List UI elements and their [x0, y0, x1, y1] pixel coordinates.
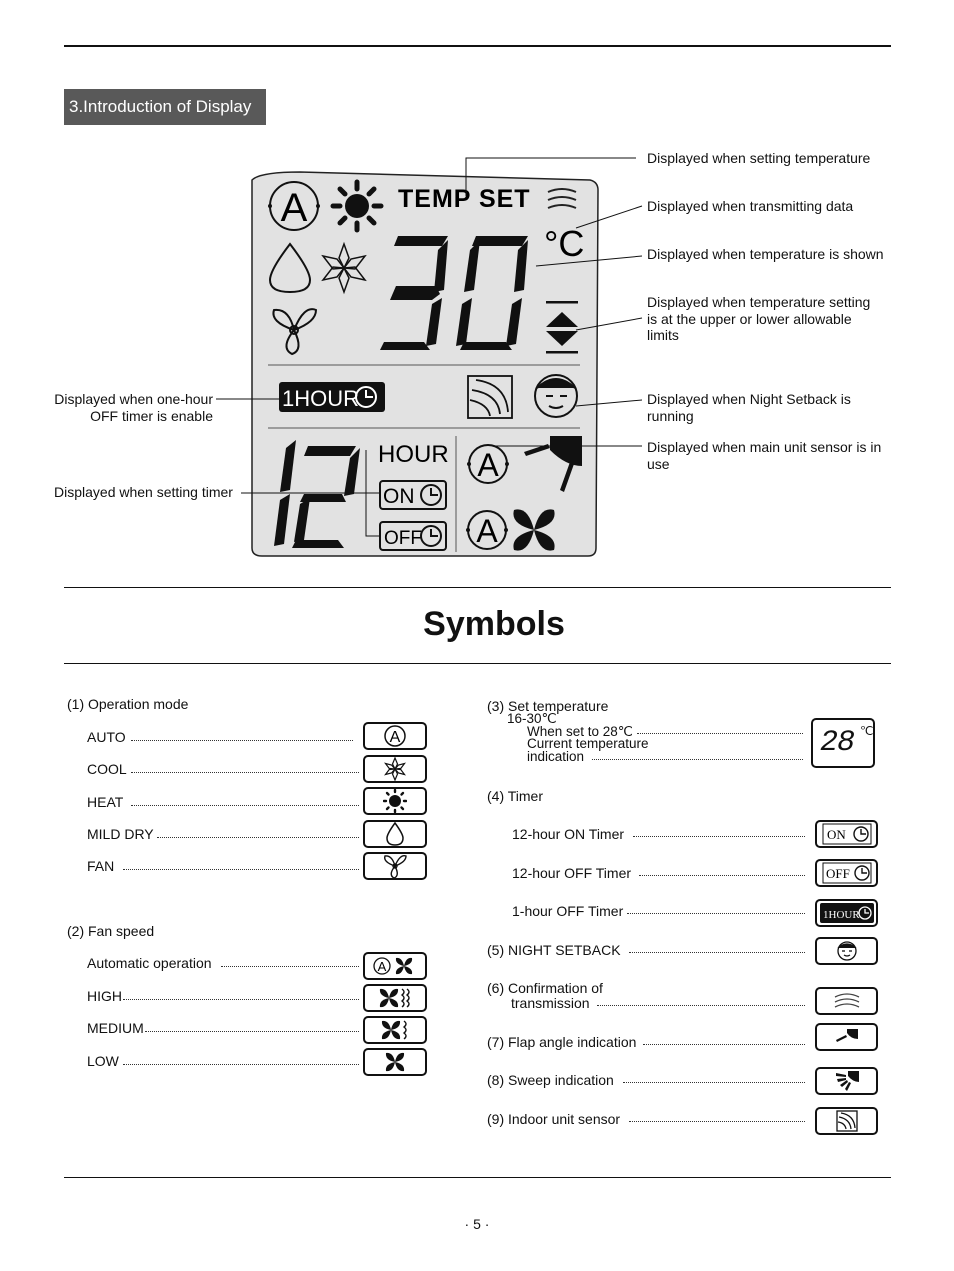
svg-text:1HOUR: 1HOUR	[282, 386, 360, 411]
symbols-title: Symbols	[423, 605, 565, 643]
svg-text:A: A	[389, 729, 401, 746]
mode-dry-drop-icon	[363, 820, 427, 848]
callout-limits-line2: is at the upper or lower allowable	[647, 310, 852, 327]
mode-cool-snowflake-icon	[363, 755, 427, 783]
leader-dots	[639, 875, 805, 876]
night-setback-label: (5) NIGHT SETBACK	[487, 942, 621, 958]
lcd-temp-set-text: TEMP SET	[398, 185, 531, 213]
set-temperature-heading: (3) Set temperature	[487, 698, 609, 714]
sweep-label: (8) Sweep indication	[487, 1072, 614, 1088]
callout-sensor	[647, 439, 881, 472]
page-number: · 5 ·	[464, 1216, 490, 1232]
flap-icon	[815, 1023, 878, 1051]
callout-onehour-line2: OFF timer is enable	[90, 407, 213, 424]
leader-dots	[221, 966, 359, 967]
svg-text:OFF: OFF	[825, 866, 850, 881]
fan-auto-icon	[363, 952, 427, 980]
sweep-icon	[815, 1067, 878, 1095]
leader-dots	[592, 759, 803, 760]
svg-text:ON: ON	[383, 485, 415, 508]
svg-text:1HOUR: 1HOUR	[822, 909, 860, 921]
mode-cool-label: COOL	[87, 761, 127, 777]
lcd-celsius: °C	[544, 223, 585, 264]
leader-dots	[123, 869, 359, 870]
leader-dots	[131, 805, 359, 806]
mode-heat-sun-icon	[363, 787, 427, 815]
leader-dots	[629, 1121, 805, 1122]
leader-dots	[643, 1044, 805, 1045]
callout-sensor-line1: Displayed when main unit sensor is in	[647, 439, 882, 455]
leader-dots	[123, 999, 359, 1000]
leader-dots	[145, 1031, 359, 1032]
indoor-sensor-icon	[815, 1107, 878, 1135]
section-title: 3.Introduction of Display	[64, 89, 266, 125]
set-temperature-range: 16-30℃	[507, 711, 557, 726]
mode-heat-label: HEAT	[87, 794, 124, 810]
callout-temperature-shown: Displayed when temperature is shown	[647, 246, 884, 262]
mode-auto-label: AUTO	[87, 729, 126, 745]
timer-off-icon	[815, 859, 878, 887]
leader-dots	[637, 733, 803, 734]
mode-fan-icon	[363, 852, 427, 880]
timer-one-hour-icon	[815, 899, 878, 927]
set-temperature-line2: Current temperature	[527, 736, 649, 751]
callout-onehour-line1: Displayed when one-hour	[54, 391, 213, 407]
fan-medium-icon	[363, 1016, 427, 1044]
confirmation-label-2: transmission	[511, 995, 590, 1011]
lcd-hour-text: HOUR	[378, 441, 449, 468]
timer-on-label: 12-hour ON Timer	[512, 826, 625, 842]
rule-symbols-bottom	[64, 663, 891, 664]
leader-dots	[633, 836, 805, 837]
set-temperature-icon-unit: ℃	[860, 724, 874, 738]
leader-dots	[131, 772, 359, 773]
fan-high-label: HIGH	[87, 988, 122, 1004]
fan-speed-heading: (2) Fan speed	[67, 923, 155, 939]
callout-limits-line3: limits	[647, 327, 679, 343]
transmission-icon	[815, 987, 878, 1015]
confirmation-label-1: (6) Confirmation of	[487, 980, 603, 996]
leader-dots	[627, 913, 805, 914]
night-setback-icon	[815, 937, 878, 965]
callout-night-line2: running	[647, 407, 694, 424]
flap-label: (7) Flap angle indication	[487, 1034, 637, 1050]
svg-text:OFF: OFF	[384, 528, 422, 549]
indoor-sensor-label: (9) Indoor unit sensor	[487, 1111, 621, 1127]
svg-text:A: A	[477, 447, 499, 483]
lcd-one-hour-timer	[279, 382, 385, 412]
callout-limits	[647, 294, 870, 344]
leader-dots	[157, 837, 359, 838]
svg-text:ON: ON	[826, 827, 846, 842]
svg-text:A: A	[377, 959, 387, 974]
leader-dots	[629, 952, 805, 953]
svg-text:A: A	[476, 513, 498, 549]
fan-low-icon	[363, 1048, 427, 1076]
rule-symbols-top	[64, 587, 891, 588]
set-temperature-line1: When set to 28℃	[527, 724, 633, 739]
fan-auto-label: Automatic operation	[87, 955, 212, 971]
fan-medium-label: MEDIUM	[87, 1020, 144, 1036]
lcd-sun-icon	[333, 182, 381, 230]
fan-high-icon	[363, 984, 427, 1012]
svg-text:A: A	[280, 186, 308, 230]
mode-fan-label: FAN	[87, 858, 115, 874]
mode-auto-icon	[363, 722, 427, 750]
callout-night-line1: Displayed when Night Setback is	[647, 391, 851, 407]
callout-setting-temperature: Displayed when setting temperature	[647, 150, 871, 166]
set-temperature-icon	[811, 718, 875, 768]
callout-night-setback	[647, 391, 851, 424]
timer-one-hour-label: 1-hour OFF Timer	[512, 903, 624, 919]
callout-one-hour	[30, 391, 213, 424]
set-temperature-icon-value: 28	[820, 726, 855, 760]
bottom-rule	[64, 1177, 891, 1178]
mode-dry-label: MILD DRY	[87, 826, 154, 842]
callout-setting-timer: Displayed when setting timer	[54, 484, 233, 500]
timer-heading: (4) Timer	[487, 788, 543, 804]
leader-dots	[123, 1064, 359, 1065]
set-temperature-line3: indication	[527, 749, 585, 764]
operation-mode-heading: (1) Operation mode	[67, 696, 189, 712]
callout-sensor-line2: use	[647, 455, 670, 472]
leader-dots	[623, 1082, 805, 1083]
fan-low-label: LOW	[87, 1053, 119, 1069]
callout-limits-line1: Displayed when temperature setting	[647, 294, 871, 310]
leader-dots	[597, 1005, 805, 1006]
leader-dots	[131, 740, 353, 741]
timer-on-icon	[815, 820, 878, 848]
callout-transmitting: Displayed when transmitting data	[647, 198, 854, 214]
timer-off-label: 12-hour OFF Timer	[512, 865, 632, 881]
